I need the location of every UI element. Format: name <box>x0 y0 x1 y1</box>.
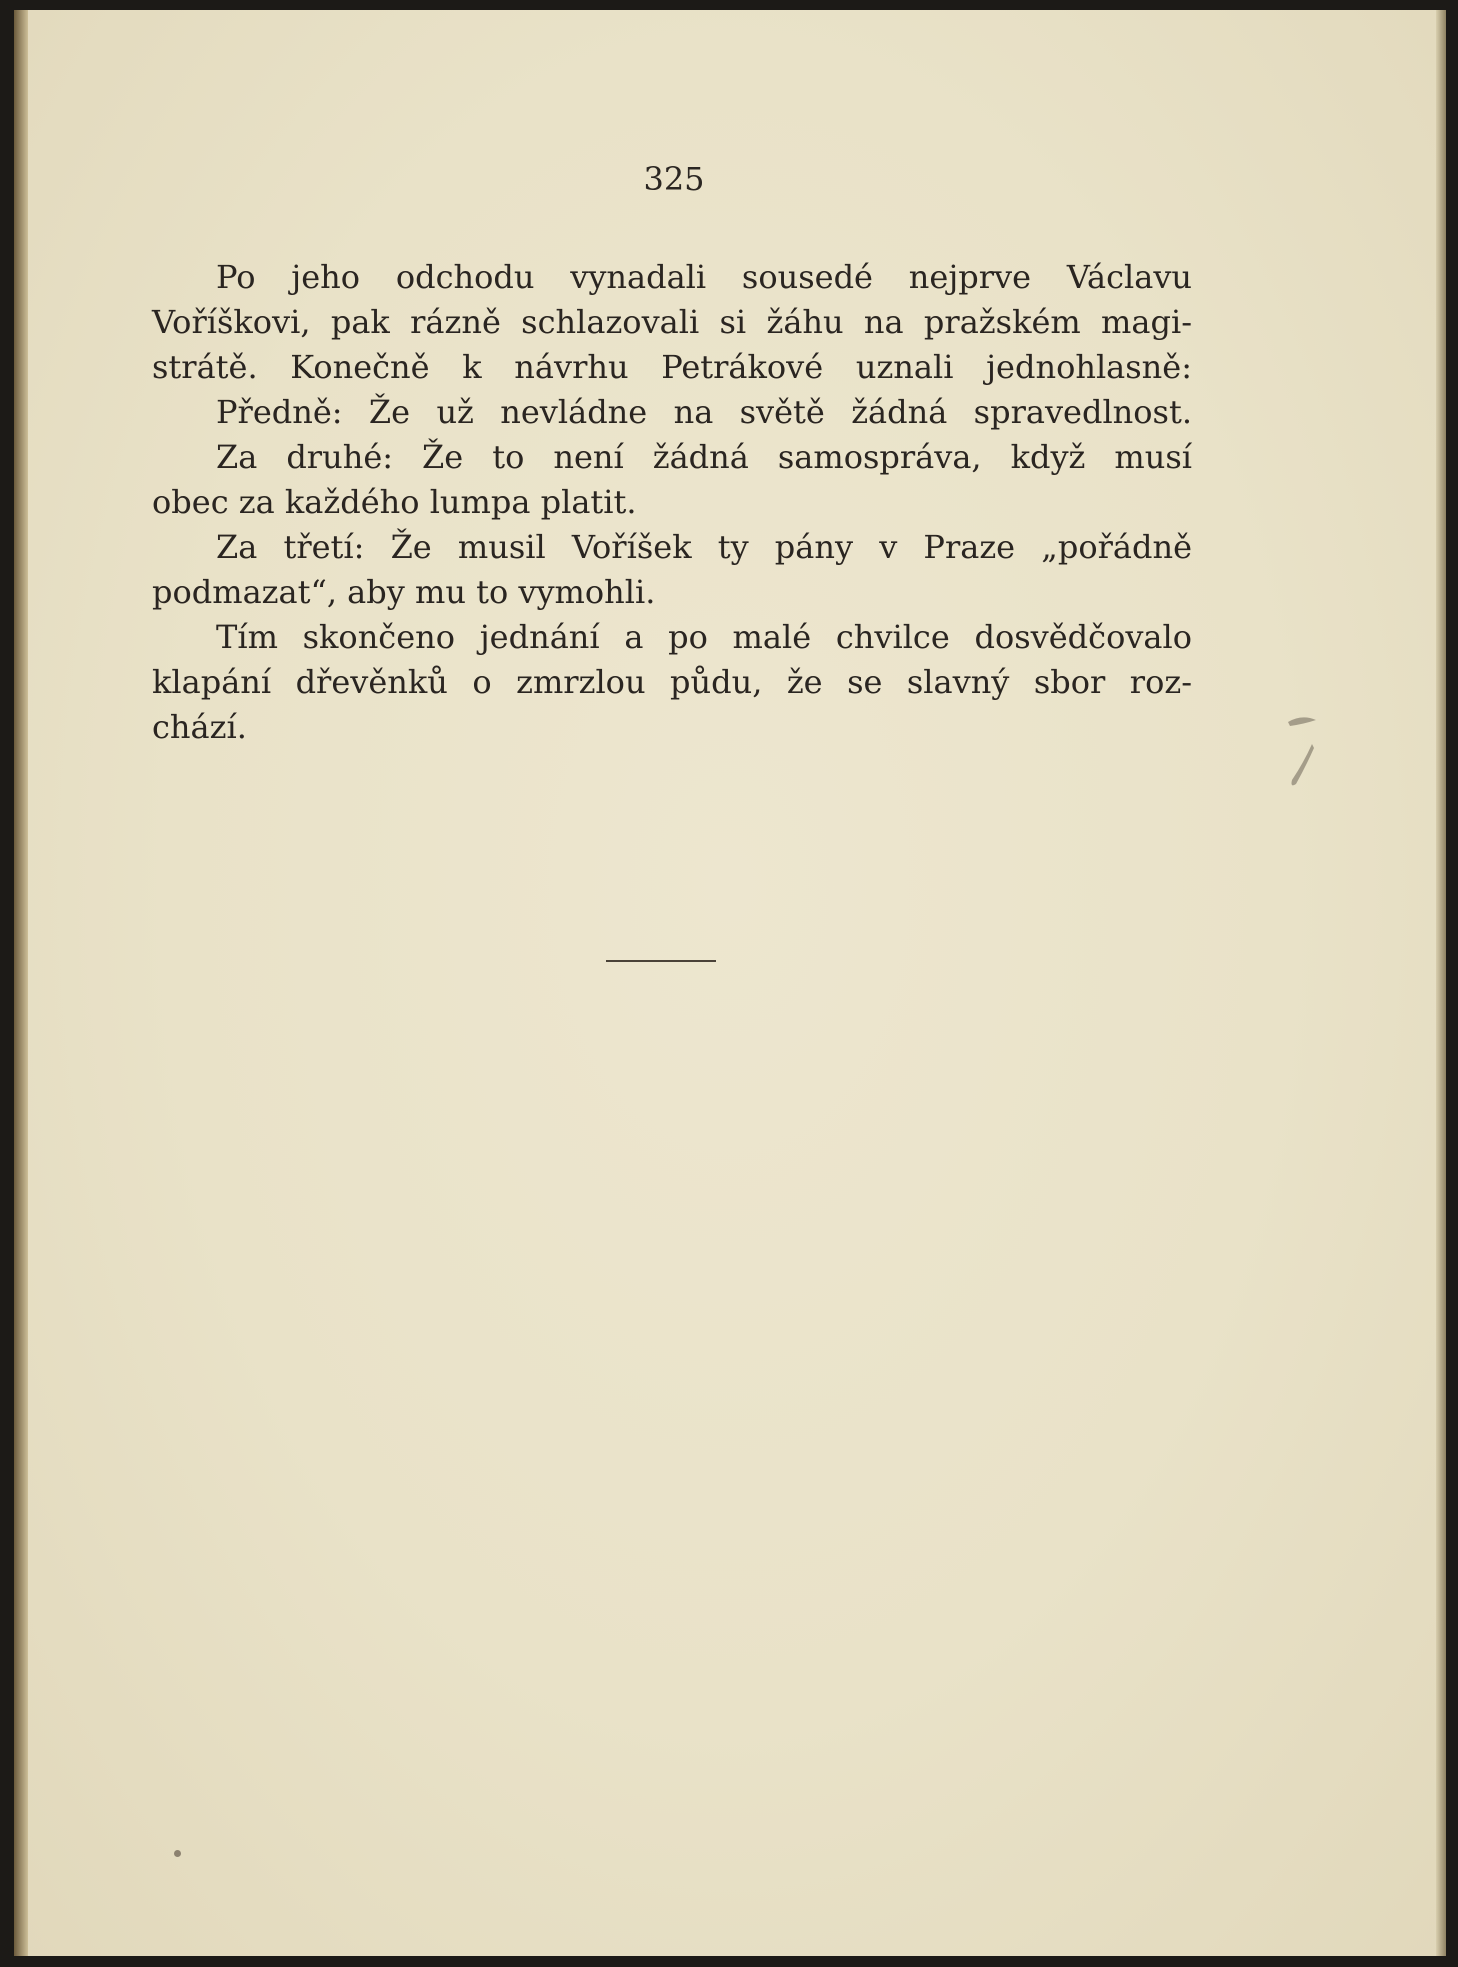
page-edge <box>1436 10 1446 1956</box>
speck <box>174 1850 181 1857</box>
text-line: klapání dřevěnků o zmrzlou půdu, že se slavný sbor roz- <box>152 663 1192 701</box>
text-line: Tím skončeno jednání a po malé chvilce dosvědčovalo <box>216 618 1192 656</box>
text-line: Za druhé: Že to není žádná samospráva, když musí <box>216 438 1192 476</box>
text-line: chází. <box>152 708 247 746</box>
body-text <box>152 255 1192 750</box>
text-line: podmazat“, aby mu to vymohli. <box>152 573 656 611</box>
text-line: Po jeho odchodu vynadali sousedé nejprve Václavu <box>216 258 1192 296</box>
section-end-rule <box>606 960 716 962</box>
text-line: Předně: Že už nevládne na světě žádná spravedlnost. <box>216 393 1192 431</box>
page-number: 325 <box>643 160 705 198</box>
text-line: Za třetí: Že musil Voříšek ty pány v Praze „pořádně <box>216 528 1192 566</box>
ink-smudge <box>1284 710 1320 800</box>
text-line: Voříškovi, pak rázně schlazovali si žáhu na pražském magi- <box>152 303 1192 341</box>
book-page <box>14 10 1446 1956</box>
binding-edge <box>14 10 28 1956</box>
text-line: strátě. Konečně k návrhu Petrákové uznali jednohlasně: <box>152 348 1192 386</box>
text-line: obec za každého lumpa platit. <box>152 483 637 521</box>
